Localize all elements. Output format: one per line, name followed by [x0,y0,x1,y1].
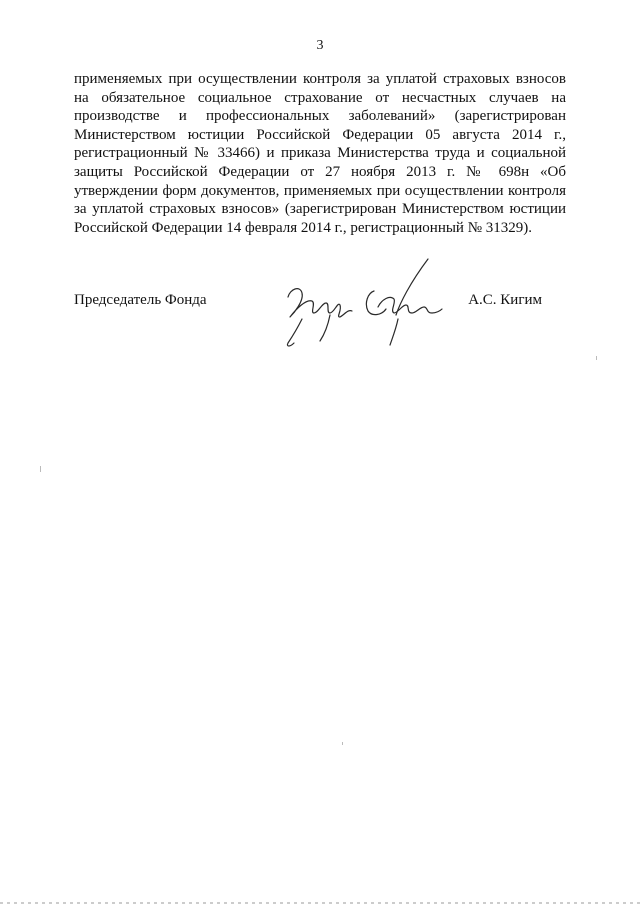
signature-stroke [320,315,330,341]
signature-stroke [287,319,302,346]
scan-speck [596,356,597,360]
scan-speck [342,742,343,745]
signature-stroke [378,297,442,313]
signatory-title: Председатель Фонда [74,292,207,308]
body-paragraph: применяемых при осуществлении контроля за уплатой страховых взносов на обязательное социальное страхование от несчастных случаев на производстве и профессиональных заболеваний» (зарегистрирован Министерством юстиции Российской Федерации 05 августа 2014 г., регистрационный № 33466) и приказа Министерства труда и социальной защиты Российской Федерации от 27 ноября 2013 г. № 698н «Об утверждении форм документов, применяемых при осуществлении контроля за уплатой страховых взносов» (зарегистрирован Министерством юстиции Российской Федерации 14 февраля 2014 г., регистрационный № 31329). [74,71,566,236]
page-number: 3 [316,38,324,53]
signatory-name: А.С. Кигим [468,292,542,308]
handwritten-signature [278,255,448,355]
signature-stroke [366,291,386,315]
scan-speck [40,466,41,472]
scan-bottom-edge [0,897,640,905]
signature-stroke [288,289,352,317]
signature-stroke [390,319,398,345]
